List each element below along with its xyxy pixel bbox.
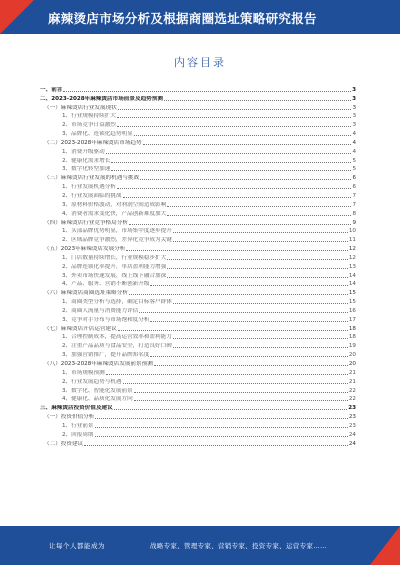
toc-leader-dots bbox=[134, 135, 352, 136]
toc-entry[interactable] bbox=[40, 119, 356, 128]
toc-entry-page: 3 bbox=[352, 86, 356, 93]
toc-entry-page: 19 bbox=[348, 343, 356, 350]
toc-entry-page: 24 bbox=[348, 431, 356, 438]
toc-entry-page: 15 bbox=[348, 290, 356, 297]
toc-entry[interactable] bbox=[40, 234, 356, 243]
toc-entry-title: （四）麻辣烫店行业竞争格局分析 bbox=[44, 219, 128, 226]
toc-leader-dots bbox=[117, 188, 352, 189]
toc-entry-page: 4 bbox=[352, 131, 356, 138]
toc-entry[interactable] bbox=[40, 358, 356, 367]
toc-leader-dots bbox=[134, 400, 348, 401]
toc-entry-page: 14 bbox=[348, 281, 356, 288]
toc-entry-title: 1、行业发展机遇分析 bbox=[62, 184, 116, 191]
toc-entry-title: 3、原材料价格波动，对利润空间造成影响 bbox=[62, 201, 167, 208]
toc-leader-dots bbox=[95, 418, 348, 419]
toc-entry[interactable] bbox=[40, 137, 356, 146]
toc-entry-title: 1、头部品牌优势明显，市场集中度逐步提升 bbox=[62, 228, 172, 235]
toc-entry-title: 二、2023-2028年麻辣烫店市场前景及趋势预测 bbox=[40, 95, 163, 102]
toc-entry-page: 8 bbox=[352, 210, 356, 217]
toc-entry[interactable] bbox=[40, 420, 356, 429]
toc-leader-dots bbox=[154, 365, 348, 366]
toc-entry-title: 2、行业发展趋势与机遇 bbox=[62, 378, 122, 385]
toc-leader-dots bbox=[114, 409, 347, 410]
toc-entry-page: 5 bbox=[352, 166, 356, 173]
toc-entry-title: 1、市场规模预测 bbox=[62, 369, 105, 376]
toc-leader-dots bbox=[167, 268, 348, 269]
toc-entry-page: 12 bbox=[348, 246, 356, 253]
footer-banner bbox=[0, 526, 400, 565]
toc-entry-title: 1、商圈类型分析与选择，确定目标客户群体 bbox=[62, 299, 172, 306]
toc-entry[interactable] bbox=[40, 190, 356, 199]
toc-entry-title: 3、数字化转型加速 bbox=[62, 166, 111, 173]
toc-leader-dots bbox=[111, 162, 351, 163]
toc-leader-dots bbox=[140, 179, 351, 180]
toc-entry[interactable] bbox=[40, 429, 356, 438]
toc-entry-title: （一）投资价值分析 bbox=[44, 414, 95, 421]
toc-leader-dots bbox=[167, 259, 348, 260]
toc-entry-page: 3 bbox=[352, 122, 356, 129]
toc-entry-page: 15 bbox=[348, 299, 356, 306]
toc-entry-page: 3 bbox=[352, 95, 356, 102]
toc-entry-page: 6 bbox=[352, 184, 356, 191]
toc-entry[interactable] bbox=[40, 376, 356, 385]
toc-entry[interactable] bbox=[40, 155, 356, 164]
toc-entry-title: （二）2023-2028年麻辣烫店市场趋势 bbox=[44, 139, 142, 146]
toc-leader-dots bbox=[167, 277, 348, 278]
toc-leader-dots bbox=[129, 224, 352, 225]
toc-leader-dots bbox=[123, 197, 352, 198]
toc-entry-title: 4、消费者需求变化快，产品创新难度加大 bbox=[62, 210, 167, 217]
toc-entry[interactable] bbox=[40, 172, 356, 181]
toc-entry[interactable] bbox=[40, 208, 356, 217]
toc-entry-page: 13 bbox=[348, 263, 356, 270]
toc-entry-page: 23 bbox=[348, 405, 356, 412]
toc-entry-page: 18 bbox=[348, 334, 356, 341]
toc-leader-dots bbox=[173, 232, 348, 233]
toc-entry[interactable] bbox=[40, 181, 356, 190]
toc-entry-page: 22 bbox=[348, 396, 356, 403]
toc-entry-title: 1、门店数量持续增长，行业规模稳步扩大 bbox=[62, 254, 167, 261]
toc-leader-dots bbox=[134, 392, 348, 393]
toc-leader-dots bbox=[129, 294, 348, 295]
toc-entry-title: 1、合理控制成本，提高运营效率和盈利能力 bbox=[62, 334, 172, 341]
toc-entry-page: 23 bbox=[348, 422, 356, 429]
toc-entry-title: 3、外卖市场快速发展，线上线下融合加深 bbox=[62, 272, 167, 279]
toc-leader-dots bbox=[173, 303, 348, 304]
header-red-accent bbox=[0, 0, 34, 34]
toc-entry-page: 21 bbox=[348, 369, 356, 376]
toc-entry[interactable] bbox=[40, 252, 356, 261]
toc-entry-title: 3、数字化、智能化发展前景 bbox=[62, 387, 133, 394]
toc-entry-title: 三、麻辣烫店投资价值及建议 bbox=[40, 405, 113, 412]
toc-entry-title: 2、商圈人流量与消费能力评估 bbox=[62, 307, 139, 314]
toc-entry-page: 16 bbox=[348, 307, 356, 314]
footer-tags: 战略专家、管理专家、营销专家、投资专家、运营专家…… bbox=[150, 542, 327, 550]
toc-entry[interactable] bbox=[40, 164, 356, 173]
toc-entry-title: （一）麻辣烫店行业发展现状 bbox=[44, 104, 117, 111]
toc-entry-title: 1、行业前景 bbox=[62, 422, 94, 429]
toc-entry-title: 3、竞争对手分布与市场饱和度分析 bbox=[62, 316, 150, 323]
toc-entry[interactable] bbox=[40, 111, 356, 120]
toc-entry-page: 10 bbox=[348, 228, 356, 235]
toc-leader-dots bbox=[106, 374, 348, 375]
toc-entry-page: 18 bbox=[348, 325, 356, 332]
toc-entry[interactable] bbox=[40, 128, 356, 137]
toc-entry[interactable] bbox=[40, 243, 356, 252]
toc-entry[interactable] bbox=[40, 261, 356, 270]
toc-entry-title: 2、回报周期 bbox=[62, 431, 94, 438]
toc-entry[interactable] bbox=[40, 438, 356, 447]
toc-leader-dots bbox=[150, 356, 347, 357]
toc-entry[interactable] bbox=[40, 323, 356, 332]
toc-leader-dots bbox=[164, 100, 351, 101]
toc-entry-title: 2、品牌连锁化率提升，单店盈利能力增强 bbox=[62, 263, 167, 270]
toc-leader-dots bbox=[173, 347, 348, 348]
toc-entry[interactable] bbox=[40, 296, 356, 305]
toc-entry-title: （三）麻辣烫店行业发展的机遇与挑战 bbox=[44, 175, 140, 182]
toc-leader-dots bbox=[139, 312, 348, 313]
toc-entry[interactable] bbox=[40, 314, 356, 323]
toc-entry-page: 20 bbox=[348, 352, 356, 359]
toc-leader-dots bbox=[118, 109, 352, 110]
toc-leader-dots bbox=[167, 206, 351, 207]
toc-entry-page: 11 bbox=[348, 237, 356, 244]
toc-entry-page: 12 bbox=[348, 254, 356, 261]
toc-leader-dots bbox=[150, 321, 347, 322]
toc-entry-title: 2、健康化需求增长 bbox=[62, 157, 111, 164]
toc-leader-dots bbox=[111, 170, 351, 171]
toc-entry-title: 1、消费升级驱动 bbox=[62, 148, 105, 155]
toc-entry-page: 21 bbox=[348, 378, 356, 385]
toc-entry[interactable] bbox=[40, 199, 356, 208]
toc-entry-page: 3 bbox=[352, 113, 356, 120]
toc-entry[interactable] bbox=[40, 146, 356, 155]
report-title: 麻辣烫店市场分析及根据商圈选址策略研究报告 bbox=[48, 11, 317, 26]
toc-entry-page: 5 bbox=[352, 157, 356, 164]
toc-entry-title: 2、市场竞争日益激烈 bbox=[62, 122, 116, 129]
toc-entry-page: 23 bbox=[348, 414, 356, 421]
toc-entry[interactable] bbox=[40, 411, 356, 420]
toc-entry[interactable] bbox=[40, 226, 356, 235]
toc-entry[interactable] bbox=[40, 367, 356, 376]
toc-entry-page: 9 bbox=[352, 219, 356, 226]
toc-entry[interactable] bbox=[40, 84, 356, 93]
toc-leader-dots bbox=[117, 117, 352, 118]
toc-entry[interactable] bbox=[40, 394, 356, 403]
toc-entry[interactable] bbox=[40, 385, 356, 394]
toc-leader-dots bbox=[117, 126, 352, 127]
toc-leader-dots bbox=[118, 330, 348, 331]
toc-leader-dots bbox=[173, 241, 348, 242]
toc-entry[interactable] bbox=[40, 340, 356, 349]
toc-entry-title: （五）2023年麻辣烫店发展分析 bbox=[44, 246, 126, 253]
toc-entry[interactable] bbox=[40, 217, 356, 226]
toc-entry[interactable] bbox=[40, 349, 356, 358]
toc-leader-dots bbox=[150, 285, 347, 286]
toc-entry-page: 17 bbox=[348, 316, 356, 323]
toc-entry-title: 一、前言 bbox=[40, 86, 63, 93]
toc-entry-page: 22 bbox=[348, 387, 356, 394]
toc-entry-page: 3 bbox=[352, 104, 356, 111]
toc-leader-dots bbox=[123, 383, 348, 384]
toc-leader-dots bbox=[126, 250, 348, 251]
toc-entry-page: 4 bbox=[352, 139, 356, 146]
toc-leader-dots bbox=[173, 338, 348, 339]
toc-entry-title: （七）麻辣烫店开店运营建议 bbox=[44, 325, 117, 332]
toc-entry-page: 20 bbox=[348, 361, 356, 367]
toc-entry-page: 24 bbox=[348, 440, 356, 447]
toc-entry-title: 4、健康化、品质化发展方向 bbox=[62, 396, 133, 403]
header-banner bbox=[0, 0, 400, 34]
toc-entry-title: 2、区域品牌竞争激烈，差异化竞争成为关键 bbox=[62, 237, 172, 244]
toc-entry-page: 4 bbox=[352, 148, 356, 155]
toc-entry[interactable] bbox=[40, 287, 356, 296]
toc-entry-title: （八）2023-2028年麻辣烫店发展前景预测 bbox=[44, 361, 153, 367]
toc-heading: 内容目录 bbox=[174, 56, 226, 69]
toc-entry[interactable] bbox=[40, 332, 356, 341]
toc-entry[interactable] bbox=[40, 402, 356, 411]
footer-red-accent bbox=[370, 526, 400, 565]
toc-leader-dots bbox=[63, 91, 351, 92]
toc-entry-title: 1、行业规模持续扩大 bbox=[62, 113, 116, 120]
toc-entry-page: 7 bbox=[352, 201, 356, 208]
toc-entry-title: （二）投资建议 bbox=[44, 440, 84, 447]
toc-leader-dots bbox=[143, 144, 352, 145]
toc-entry-page: 14 bbox=[348, 272, 356, 279]
toc-entry[interactable] bbox=[40, 270, 356, 279]
toc-entry[interactable] bbox=[40, 102, 356, 111]
footer-slogan: 让每个人都能成为 bbox=[49, 542, 105, 550]
toc-leader-dots bbox=[106, 153, 352, 154]
toc-leader-dots bbox=[95, 427, 348, 428]
toc-entry-title: 4、产品、服务、营销不断创新升级 bbox=[62, 281, 150, 288]
toc-entry[interactable] bbox=[40, 93, 356, 102]
toc-entry-page: 7 bbox=[352, 192, 356, 199]
toc-entry-title: （六）麻辣烫店商圈选址策略分析 bbox=[44, 290, 128, 297]
toc-entry-title: 2、注重产品品质与食品安全，打造良好口碑 bbox=[62, 343, 172, 350]
toc-entry-title: 2、行业发展面临的挑战 bbox=[62, 192, 122, 199]
toc-leader-dots bbox=[84, 445, 348, 446]
table-of-contents bbox=[40, 84, 356, 447]
toc-leader-dots bbox=[95, 436, 348, 437]
toc-entry-title: 3、加强营销推广，提升品牌知名度 bbox=[62, 352, 150, 359]
toc-entry[interactable] bbox=[40, 305, 356, 314]
toc-leader-dots bbox=[167, 215, 351, 216]
toc-entry-title: 3、品牌化、连锁化趋势明显 bbox=[62, 131, 133, 138]
toc-entry-page: 6 bbox=[352, 175, 356, 182]
toc-entry[interactable] bbox=[40, 279, 356, 288]
